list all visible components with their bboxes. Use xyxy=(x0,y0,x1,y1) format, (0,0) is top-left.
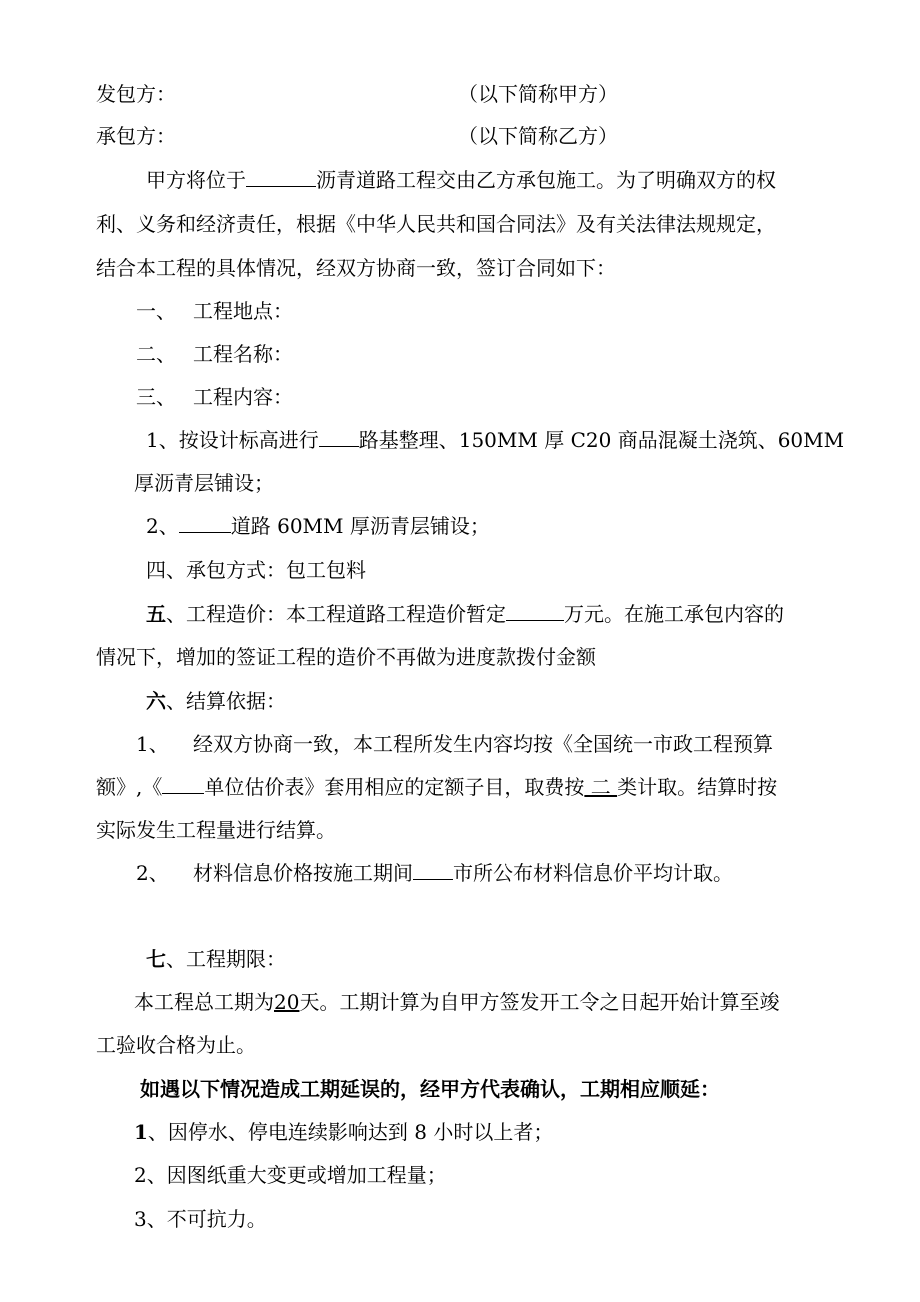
party-a-note: （以下简称甲方） xyxy=(458,82,618,106)
item-3-number: 三、 xyxy=(136,385,176,409)
location-blank xyxy=(246,168,316,187)
section-6-p1-pre: 额》,《 xyxy=(96,775,163,799)
section-6-p2-number: 2、 xyxy=(136,861,169,885)
section-6-p1-post: 类计取。结算时按 xyxy=(617,775,778,799)
section-6-p2-pre: 材料信息价格按施工期间 xyxy=(193,861,413,885)
item-2-number: 二、 xyxy=(136,342,176,366)
section-6-p1-line-3: 实际发生工程量进行结算。 xyxy=(96,818,336,842)
section-5-line-1 xyxy=(146,600,784,628)
section-7-post: 天。工期计算为自甲方签发开工令之日起开始计算至竣 xyxy=(299,990,780,1014)
delay-item-3: 3、不可抗力。 xyxy=(134,1207,267,1231)
duration-days: 20 xyxy=(274,990,300,1014)
intro-line-2: 利、义务和经济责任，根据《中华人民共和国合同法》及有关法律法规规定， xyxy=(96,212,776,236)
section-5-pre: 、工程造价：本工程道路工程造价暂定 xyxy=(166,602,506,626)
item-1-text: 工程地点： xyxy=(193,299,293,323)
section-7-title-text: 、工程期限： xyxy=(166,947,286,971)
content-2-post: 道路 60MM 厚沥青层铺设； xyxy=(230,514,490,538)
section-5-post: 万元。在施工承包内容的 xyxy=(564,602,784,626)
content-2-line xyxy=(146,512,490,540)
section-6-p1-number: 1、 xyxy=(136,732,169,756)
section-7-pre: 本工程总工期为 xyxy=(134,990,274,1014)
content-1-blank xyxy=(319,428,359,447)
section-7-title xyxy=(146,945,286,973)
item-3-text: 工程内容： xyxy=(193,385,293,409)
delay-item-1 xyxy=(134,1118,553,1146)
delay-heading: 如遇以下情况造成工期延误的，经甲方代表确认，工期相应顺延： xyxy=(140,1077,720,1101)
party-b-note: （以下简称乙方） xyxy=(458,124,618,148)
delay-item-2: 2、因图纸重大变更或增加工程量； xyxy=(134,1163,447,1187)
cost-blank xyxy=(506,602,564,621)
city-blank xyxy=(413,861,453,880)
intro-text-post: 沥青道路工程交由乙方承包施工。为了明确双方的权 xyxy=(316,168,776,192)
section-6-title xyxy=(146,687,286,715)
content-1-line-2: 厚沥青层铺设； xyxy=(134,471,274,495)
section-6-p2-line xyxy=(193,859,733,887)
section-7-number: 七 xyxy=(146,947,166,971)
content-2-pre: 2、 xyxy=(146,514,179,538)
section-5-number: 五 xyxy=(146,602,166,626)
section-6-number: 六 xyxy=(146,689,166,713)
section-7-line-2: 工验收合格为止。 xyxy=(96,1033,256,1057)
item-2-text: 工程名称： xyxy=(193,342,293,366)
delay-item-1-number: 1 xyxy=(134,1120,148,1144)
section-7-line-1 xyxy=(134,988,779,1016)
item-1-number: 一、 xyxy=(136,299,176,323)
intro-line-1 xyxy=(146,166,776,194)
party-b-label: 承包方： xyxy=(96,124,176,148)
content-1-pre: 1、按设计标高进行 xyxy=(146,428,319,452)
section-4-contract-mode: 四、承包方式：包工包料 xyxy=(146,558,366,582)
content-1-line-1 xyxy=(146,426,844,454)
section-6-title-text: 、结算依据： xyxy=(166,689,286,713)
content-1-post: 路基整理、150MM 厚 C20 商品混凝土浇筑、60MM xyxy=(358,428,845,452)
intro-text-pre: 甲方将位于 xyxy=(146,168,246,192)
party-a-label: 发包方： xyxy=(96,82,176,106)
region-blank xyxy=(162,775,204,794)
fee-class: 二 xyxy=(584,775,618,799)
section-6-p1-mid: 单位估价表》套用相应的定额子目，取费按 xyxy=(204,775,585,799)
section-6-p2-post: 市所公布材料信息价平均计取。 xyxy=(453,861,733,885)
section-6-p1-line-1: 经双方协商一致，本工程所发生内容均按《全国统一市政工程预算 xyxy=(193,732,773,756)
intro-line-3: 结合本工程的具体情况，经双方协商一致，签订合同如下： xyxy=(96,256,616,280)
delay-item-1-text: 、因停水、停电连续影响达到 8 小时以上者； xyxy=(147,1120,554,1144)
content-2-blank xyxy=(179,514,231,533)
section-6-p1-line-2 xyxy=(96,773,777,801)
section-5-line-2: 情况下，增加的签证工程的造价不再做为进度款拨付金额 xyxy=(96,645,596,669)
